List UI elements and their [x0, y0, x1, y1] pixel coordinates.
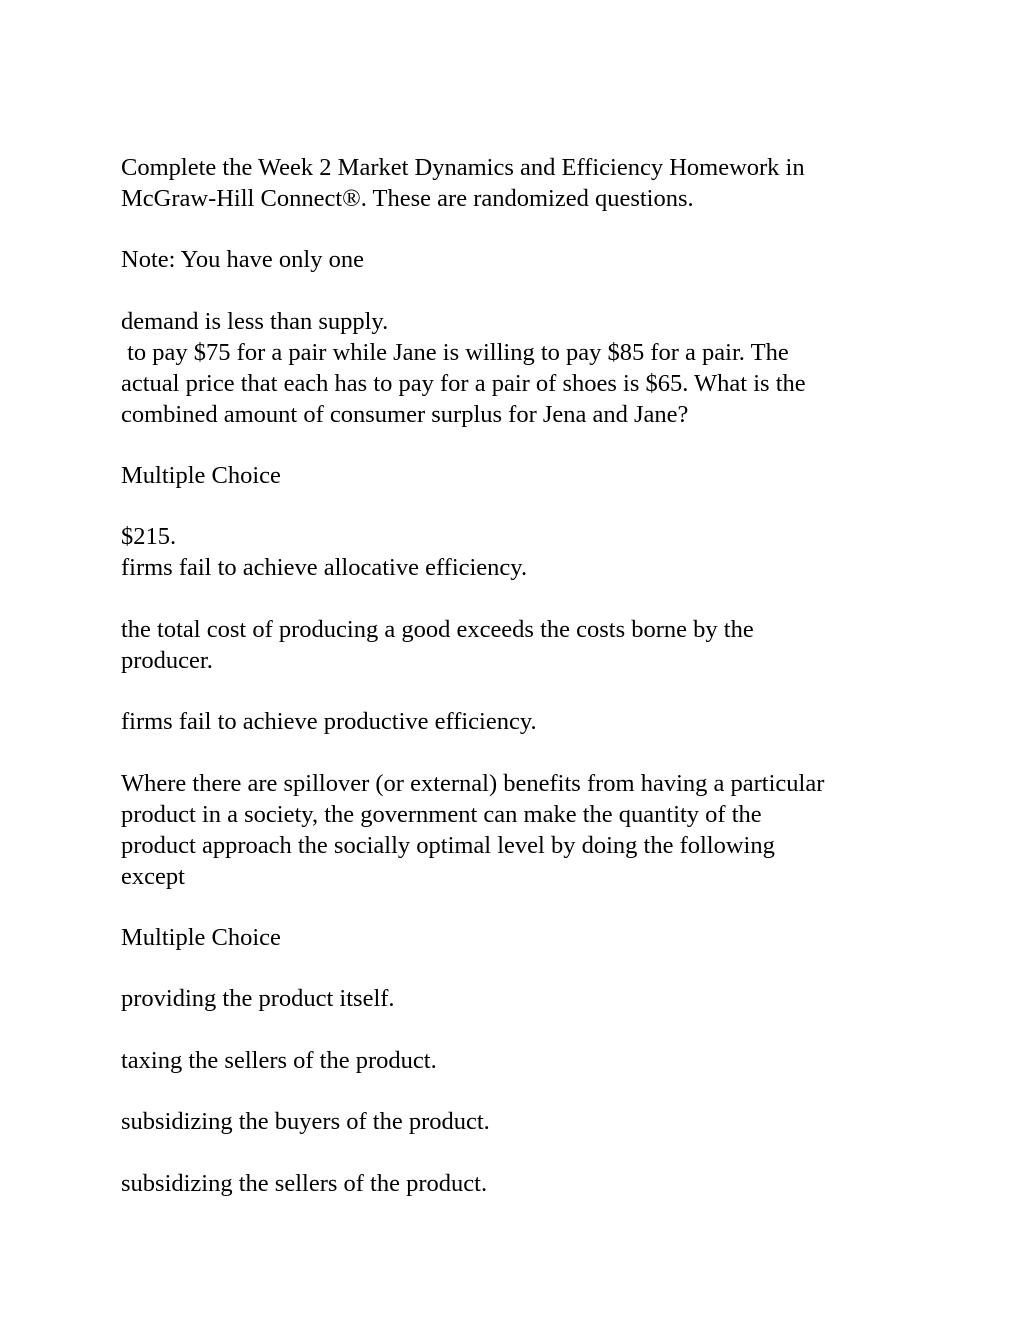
- answer-option-line-1: the total cost of producing a good exceeds the costs borne by the: [121, 616, 754, 643]
- note-line: Note: You have only one: [121, 246, 364, 273]
- question-line-2: product in a society, the government can make the quantity of the: [121, 801, 762, 828]
- question-line-2: actual price that each has to pay for a pair of shoes is $65. What is the: [121, 370, 806, 397]
- question-line-3: combined amount of consumer surplus for Jena and Jane?: [121, 401, 689, 428]
- multiple-choice-heading: Multiple Choice: [121, 462, 281, 489]
- answer-option: subsidizing the sellers of the product.: [121, 1170, 488, 1197]
- intro-line-2: McGraw-Hill Connect®. These are randomized questions.: [121, 185, 694, 212]
- answer-option: taxing the sellers of the product.: [121, 1047, 437, 1074]
- answer-option: providing the product itself.: [121, 985, 395, 1012]
- multiple-choice-heading: Multiple Choice: [121, 924, 281, 951]
- question-line-4: except: [121, 863, 185, 890]
- question-line-3: product approach the socially optimal level by doing the following: [121, 832, 775, 859]
- text-line: demand is less than supply.: [121, 308, 389, 335]
- answer-option: subsidizing the buyers of the product.: [121, 1108, 490, 1135]
- answer-option: firms fail to achieve productive efficiency.: [121, 708, 537, 735]
- answer-option: firms fail to achieve allocative efficiency.: [121, 554, 528, 581]
- intro-line-1: Complete the Week 2 Market Dynamics and Efficiency Homework in: [121, 154, 805, 181]
- answer-option-line-2: producer.: [121, 647, 213, 674]
- question-line-1: Where there are spillover (or external) benefits from having a particular: [121, 770, 825, 797]
- answer-option: $215.: [121, 523, 177, 550]
- question-line-1: to pay $75 for a pair while Jane is willing to pay $85 for a pair. The: [121, 339, 789, 366]
